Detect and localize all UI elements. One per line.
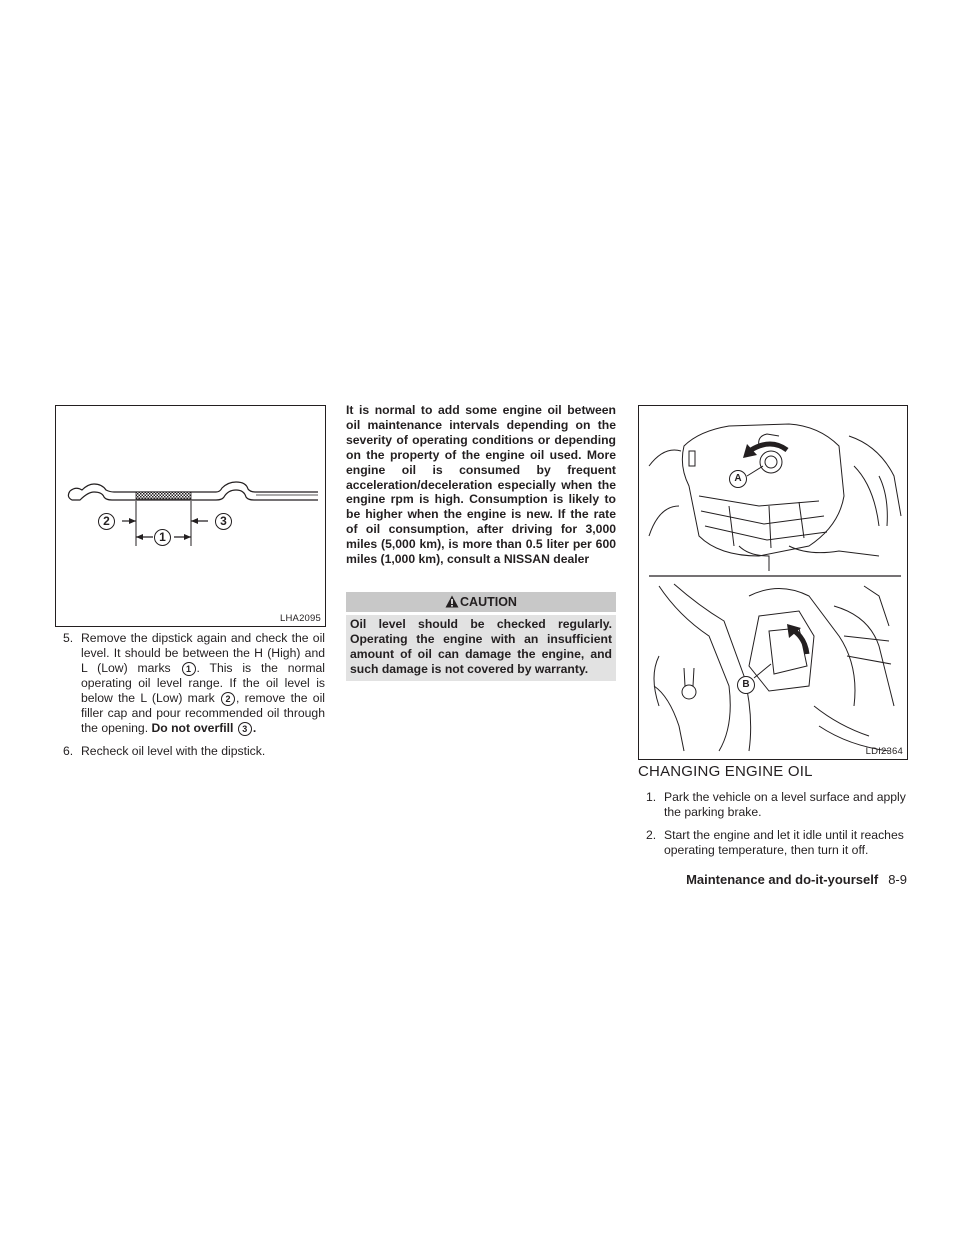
callout-a: A: [729, 470, 747, 488]
list-item: 1. Park the vehicle on a level surface and apply the parking brake.: [646, 790, 906, 819]
warning-triangle-icon: [445, 595, 459, 608]
dipstick-figure: [55, 405, 326, 627]
warning-text: Do not overfill: [151, 721, 234, 735]
oil-check-steps: [63, 631, 325, 767]
caution-text: Oil level should be checked regularly. Operating the engine with an insufficient amount of oil can damage the engine, and such damage is not covered by warranty.: [346, 615, 616, 681]
callout-1: 1: [154, 529, 171, 546]
section-title: CHANGING ENGINE OIL: [638, 763, 813, 780]
dipstick-illustration: [56, 406, 327, 628]
engine-illustration: [639, 406, 909, 761]
page-number: 8-9: [888, 872, 907, 887]
callout-3: 3: [215, 513, 232, 530]
figure-code: LDI2364: [865, 746, 903, 757]
oil-change-steps: [646, 790, 908, 866]
step-number: 6.: [63, 744, 74, 758]
callout-b: B: [737, 676, 755, 694]
step-number: 1.: [646, 790, 657, 804]
figure-code: LHA2095: [279, 613, 321, 624]
list-item: 6. Recheck oil level with the dipstick.: [63, 744, 266, 758]
callout-2: 2: [98, 513, 115, 530]
caution-header: CAUTION: [346, 592, 616, 612]
step-number: 2.: [646, 828, 657, 842]
callout-ref-2: 2: [221, 692, 235, 706]
page-footer: [560, 872, 907, 887]
oil-consumption-paragraph: It is normal to add some engine oil between oil maintenance intervals depending on the severity of operating conditions or depending on the property of the engine oil used. More engine oil is consumed by frequent acceleration/deceleration especially when the engine rpm is high. Consumption is likely to be higher when the engine is new. If the rate of oil consumption, after driving for 3,000 miles (5,000 km), is more than 0.5 liter per 600 miles (1,000 km), consult a NISSAN dealer: [346, 403, 616, 567]
engine-figure: [638, 405, 908, 760]
callout-ref-3: 3: [238, 722, 252, 736]
list-item: 5. Remove the dipstick again and check the oil level. It should be between the H (High) and L (Low) marks 1 . This is the normal operating oil level range. If the oil level is below the L (Low) mark 2 , remove the oil filler cap and pour recommended oil through the opening. Do not overfill 3 .: [63, 631, 326, 735]
callout-ref-1: 1: [182, 662, 196, 676]
footer-section-name: Maintenance and do-it-yourself: [686, 872, 879, 887]
step-number: 5.: [63, 631, 74, 645]
list-item: 2. Start the engine and let it idle until it reaches operating temperature, then turn it off.: [646, 828, 904, 857]
